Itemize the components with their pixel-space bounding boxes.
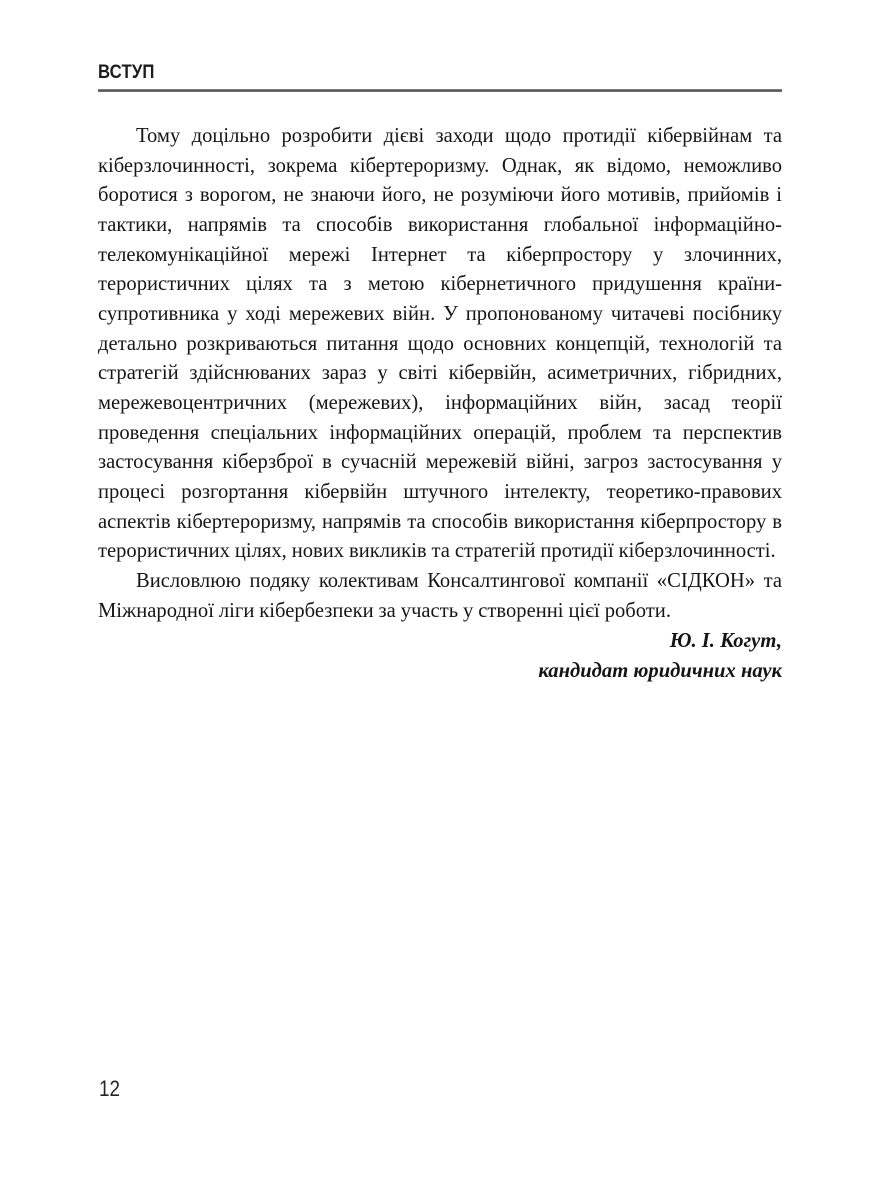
signature-block	[98, 627, 782, 686]
page-number: 12	[99, 1076, 121, 1101]
body-text-column	[98, 122, 782, 626]
signature-author-name: Ю. І. Когут,	[669, 630, 782, 652]
body-paragraph: Тому доцільно розробити дієві заходи щодо протидії кібервійнам та кіберзлочинності, зокрема кібертероризму. Однак, як відомо, неможливо боротися з ворогом, не знаючи його, не розуміючи його мотивів, прийомів і тактики, напрямів та способів використання глобальної інформаційно-телекомунікаційної мережі Інтернет та кіберпростору у злочинних, терористичних цілях та з метою кібернетичного придушення країни-супротивника у ході мережевих війн. У пропонованому читачеві посібнику детально розкриваються питання щодо основних концепцій, технологій та стратегій здійснюваних зараз у світі кібервійн, асиметричних, гібридних, мережевоцентричних (мережевих), інформаційних війн, засад теорії проведення спеціальних інформаційних операцій, проблем та перспектив застосування кіберзброї в сучасній мережевій війні, загроз застосування у процесі розгортання кібервійн штучного інтелекту, теоретико-правових аспектів кібертероризму, напрямів та способів використання кіберпростору в терористичних цілях, нових викликів та стратегій протидії кіберзлочинності.	[98, 125, 782, 563]
running-head-title: ВСТУП	[98, 62, 155, 83]
header-divider-rule	[98, 89, 782, 92]
signature-author-degree: кандидат юридичних наук	[538, 659, 782, 682]
body-paragraph: Висловлюю подяку колективам Консалтингової компанії «СІДКОН» та Міжнародної ліги кібербезпеки за участь у створенні цієї роботи.	[98, 569, 782, 622]
running-head	[98, 62, 782, 84]
